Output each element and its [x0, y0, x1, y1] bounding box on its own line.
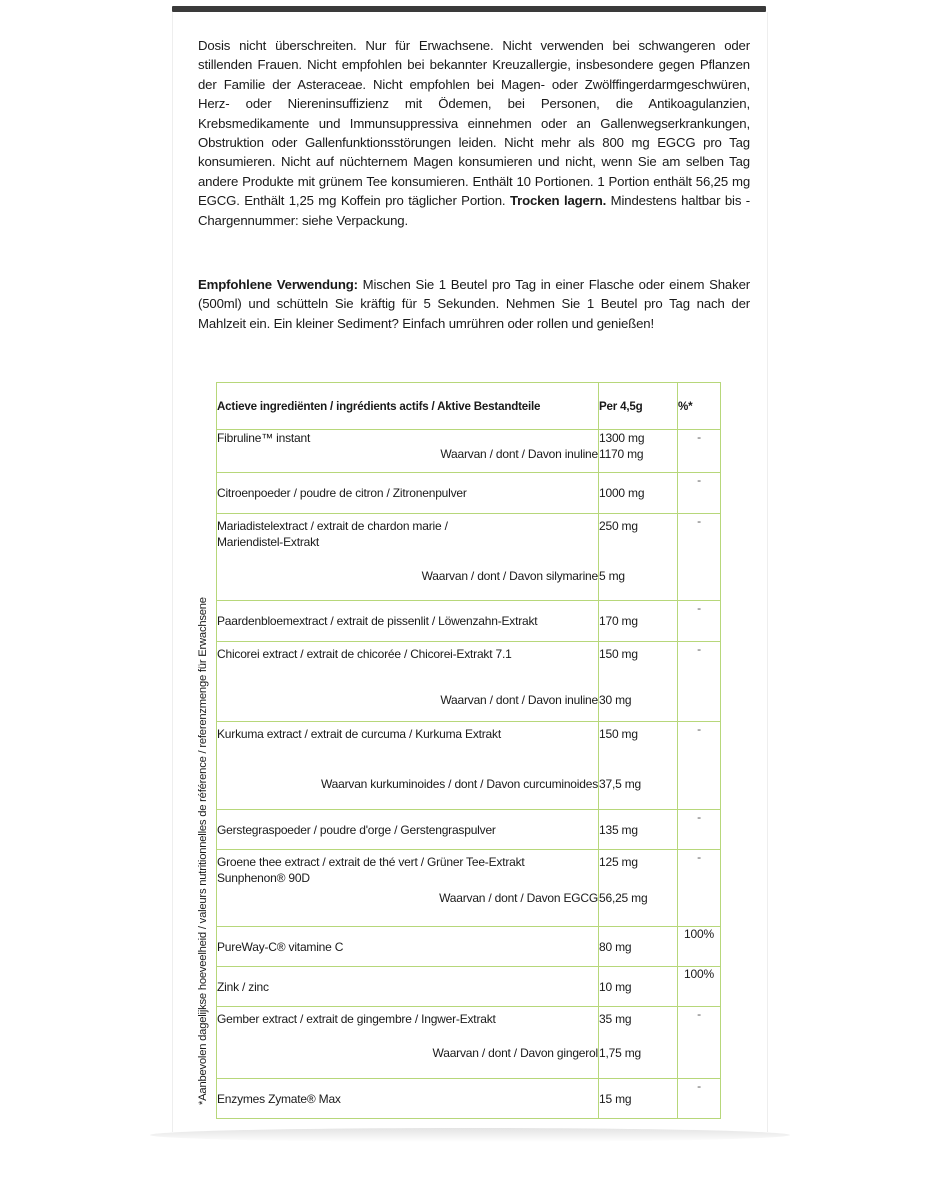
ingredient-amount: 10 mg	[599, 979, 632, 994]
table-row	[217, 473, 721, 514]
amount-cell	[599, 722, 678, 810]
percent-cell: -	[678, 1079, 721, 1119]
header-ingredients: Actieve ingrediënten / ingrédients actifs / Aktive Bestandteile	[217, 383, 599, 430]
table-row	[217, 722, 721, 810]
ingredient-amount: 250 mg	[599, 519, 638, 533]
usage-label: Empfohlene Verwendung:	[198, 277, 358, 292]
amount-cell	[599, 1007, 678, 1079]
ingredient-name: Gember extract / extrait de gingembre / Ingwer-Extrakt	[217, 1012, 496, 1026]
usage-body: Mischen Sie 1 Beutel pro Tag in einer Flasche oder einem Shaker (500ml) und schütteln Sie kräftig für 5 Sekunden. Nehmen Sie 1 Beutel pro Tag nach der Mahlzeit ein. Ein kleiner Sediment? Einfach umrühren oder rollen und genießen!	[198, 277, 750, 331]
ingredient-name: Kurkuma extract / extrait de curcuma / Kurkuma Extrakt	[217, 727, 501, 741]
percent-cell: -	[678, 722, 721, 810]
ingredient-name: Zink / zinc	[217, 979, 269, 994]
ingredient-cell	[217, 642, 599, 722]
table-row	[217, 514, 721, 601]
ingredient-cell	[217, 601, 599, 642]
percent-cell: -	[678, 1007, 721, 1079]
ingredient-cell	[217, 473, 599, 514]
ingredient-amount: 135 mg	[599, 822, 638, 837]
ingredient-name: Enzymes Zymate® Max	[217, 1091, 341, 1106]
amount-cell	[599, 927, 678, 967]
table-header-row	[217, 383, 721, 430]
ingredient-amount: 15 mg	[599, 1091, 632, 1106]
amount-cell	[599, 642, 678, 722]
table-row	[217, 601, 721, 642]
ingredient-sub-name: Waarvan / dont / Davon gingerol	[432, 1046, 598, 1060]
table-row	[217, 1079, 721, 1119]
ingredient-sub-amount: 1,75 mg	[599, 1046, 641, 1060]
ingredient-cell	[217, 514, 599, 601]
percent-cell: -	[678, 642, 721, 722]
ingredient-name: Paardenbloemextract / extrait de pissenlit / Löwenzahn-Extrakt	[217, 614, 538, 628]
ingredient-sub-name: Waarvan kurkuminoides / dont / Davon curcuminoides	[320, 777, 598, 791]
amount-cell	[599, 810, 678, 850]
warning-body: Dosis nicht überschreiten. Nur für Erwachsene. Nicht verwenden bei schwangeren oder stillenden Frauen. Nicht empfohlen bei bekannter Kreuzallergie, insbesondere gegen Pflanzen der Familie der Asteraceae. Nicht empfohlen bei Magen- oder Zwölffingerdarmgeschwüren, Herz- oder Niereninsuffizienz mit Ödemen, bei Personen, die Antikoagulanzien, Krebsmedikamente und Immunsuppressiva einnehmen oder an Gallenwegserkrankungen, Obstruktion oder Gallenfunktionsstörungen leiden. Nicht mehr als 800 mg EGCG pro Tag konsumieren. Nicht auf nüchternem Magen konsumieren und nicht, wenn Sie am selben Tag andere Produkte mit grünem Tee konsumieren. Enthält 10 Portionen. 1 Portion enthält 56,25 mg EGCG. Enthält 1,25 mg Koffein pro täglicher Portion.	[198, 38, 750, 209]
ingredient-cell	[217, 967, 599, 1007]
ingredient-sub-amount: 5 mg	[599, 569, 625, 583]
storage-instruction: Trocken lagern.	[509, 193, 607, 209]
ingredient-amount: 150 mg	[599, 727, 638, 741]
ingredient-sub-amount: 56,25 mg	[599, 891, 648, 905]
amount-cell	[599, 514, 678, 601]
ingredient-name: Groene thee extract / extrait de thé vert / Grüner Tee-Extrakt Sunphenon® 90D	[217, 855, 525, 885]
amount-cell	[599, 601, 678, 642]
package-shadow	[150, 1128, 790, 1142]
table-row	[217, 850, 721, 927]
ingredient-cell	[217, 1079, 599, 1119]
table-row	[217, 1007, 721, 1079]
ingredient-name: Gerstegraspoeder / poudre d'orge / Gerstengraspulver	[217, 822, 496, 837]
header-percent: %*	[678, 383, 721, 430]
amount-cell	[599, 967, 678, 1007]
amount-cell	[599, 430, 678, 473]
ingredient-cell	[217, 722, 599, 810]
ingredient-amount: 35 mg	[599, 1012, 632, 1026]
best-before-note: Mindestens haltbar bis - Chargennummer: siehe Verpackung.	[198, 193, 750, 228]
ingredient-cell	[217, 850, 599, 927]
ingredient-sub-name: Waarvan / dont / Davon inuline	[440, 693, 598, 707]
table-row	[217, 430, 721, 473]
warning-text	[198, 36, 750, 230]
table-row	[217, 810, 721, 850]
table-row	[217, 927, 721, 967]
ingredient-name: Fibruline™ instant	[217, 431, 311, 445]
header-amount: Per 4,5g	[599, 383, 678, 430]
percent-cell: -	[678, 810, 721, 850]
ingredient-sub-name: Waarvan / dont / Davon inuline	[440, 447, 598, 461]
ingredient-amount: 170 mg	[599, 614, 638, 628]
ingredients-table	[216, 382, 721, 1119]
ingredient-amount: 80 mg	[599, 939, 632, 954]
table-row	[217, 642, 721, 722]
ingredient-name: Citroenpoeder / poudre de citron / Zitronenpulver	[217, 486, 467, 500]
ingredient-name: PureWay-C® vitamine C	[217, 939, 344, 954]
ingredient-amount: 1300 mg	[599, 431, 645, 445]
percent-cell: 100%	[678, 927, 721, 967]
ingredient-amount: 1000 mg	[599, 486, 645, 500]
percent-cell: 100%	[678, 967, 721, 1007]
ingredient-sub-amount: 1170 mg	[599, 447, 644, 461]
percent-cell: -	[678, 473, 721, 514]
ingredient-sub-amount: 30 mg	[599, 693, 632, 707]
amount-cell	[599, 473, 678, 514]
amount-cell	[599, 1079, 678, 1119]
ingredient-cell	[217, 1007, 599, 1079]
percent-cell: -	[678, 430, 721, 473]
percent-cell: -	[678, 850, 721, 927]
ingredient-amount: 150 mg	[599, 647, 638, 661]
ingredient-name: Chicorei extract / extrait de chicorée / Chicorei-Extrakt 7.1	[217, 647, 512, 661]
ingredient-cell	[217, 810, 599, 850]
ingredient-cell	[217, 927, 599, 967]
ingredient-sub-amount: 37,5 mg	[599, 777, 641, 791]
ingredient-cell	[217, 430, 599, 473]
amount-cell	[599, 850, 678, 927]
ingredient-sub-name: Waarvan / dont / Davon silymarine	[421, 569, 598, 583]
ingredient-name: Mariadistelextract / extrait de chardon marie / Mariendistel-Extrakt	[217, 519, 448, 549]
percent-cell: -	[678, 601, 721, 642]
percent-cell: -	[678, 514, 721, 601]
table-row	[217, 967, 721, 1007]
usage-text	[198, 275, 750, 333]
reference-footnote: *Aanbevolen dagelijkse hoeveelheid / valeurs nutritionnelles de référence / referenzmenge für Erwachsene	[197, 597, 209, 1105]
ingredient-sub-name: Waarvan / dont / Davon EGCG	[439, 891, 598, 905]
ingredient-amount: 125 mg	[599, 855, 638, 869]
